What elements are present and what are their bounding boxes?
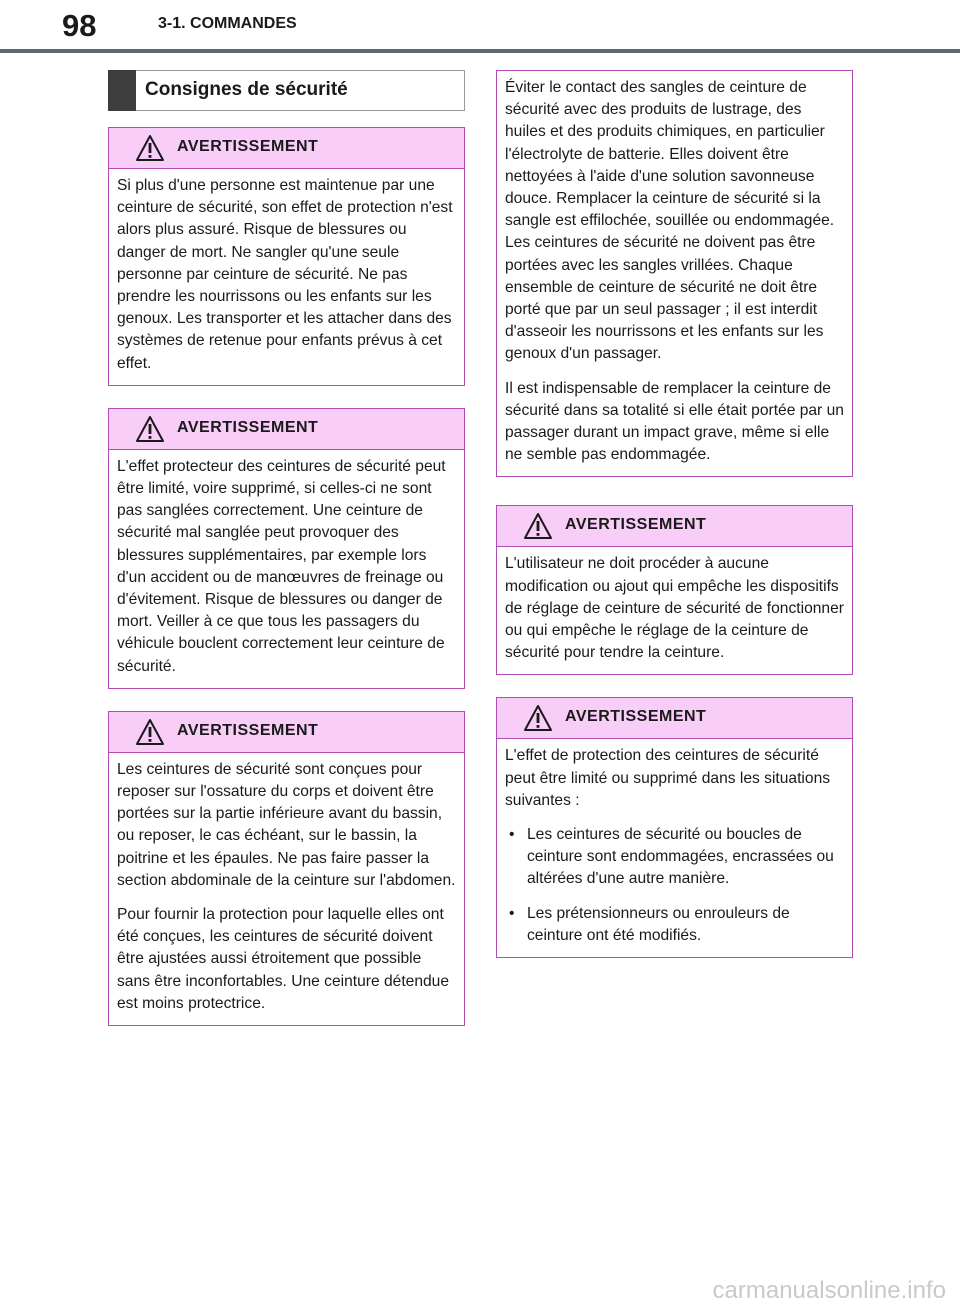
header-rule bbox=[0, 49, 960, 53]
warning-paragraph: Les ceintures de sécurité sont conçues pour reposer sur l'ossature du corps et doivent être portées sur la partie inférieure avant du bassin, ou reposer, le cas échéant, sur le bassin, la poitrine et les épaules. Ne pas faire passer la section abdominale de la ceinture sur l'abdomen. bbox=[117, 760, 456, 889]
warning-triangle-icon bbox=[135, 718, 165, 746]
warning-triangle-icon bbox=[523, 704, 553, 732]
warning-box-5 bbox=[496, 697, 853, 958]
warning-title: AVERTISSEMENT bbox=[177, 138, 319, 155]
warning-paragraph: L'effet protecteur des ceintures de sécurité peut être limité, voire supprimé, si celles-ci ne sont pas sanglées correctement. Une ceinture de sécurité mal sanglée peut provoquer des blessures supplémentaires, par exemple lors d'un accident ou de manœuvres de freinage ou d'évitement. Risque de blessures ou danger de mort. Veiller à ce que tous les passagers du véhicule bouclent correctement leur ceinture de sécurité. bbox=[117, 457, 446, 675]
warning-paragraph: Pour fournir la protection pour laquelle elles ont été conçues, les ceintures de sécurité doivent être ajustées aussi étroitement que possible sans être inconfortables. Une ceinture détendue est moins protectrice. bbox=[117, 906, 450, 1012]
warning-body bbox=[109, 753, 464, 1025]
page-number: 98 bbox=[62, 8, 97, 43]
warning-triangle-icon bbox=[135, 415, 165, 443]
warning-body bbox=[109, 169, 464, 385]
warning-title: AVERTISSEMENT bbox=[565, 516, 707, 534]
warning-triangle-icon bbox=[135, 134, 165, 162]
continued-paragraph: Il est indispensable de remplacer la ceinture de sécurité dans sa totalité si elle était portée par un passager durant un impact grave, même si elle ne semble pas endommagée. bbox=[505, 379, 844, 464]
section-heading bbox=[108, 70, 465, 111]
warning-box-2 bbox=[108, 408, 465, 689]
warning-box-4 bbox=[496, 505, 853, 675]
warning-title: AVERTISSEMENT bbox=[177, 721, 319, 739]
watermark-logo: carmanualsonline.info bbox=[712, 1277, 946, 1304]
warning-title: AVERTISSEMENT bbox=[177, 418, 319, 436]
bullet-list bbox=[505, 824, 844, 947]
warning-title: AVERTISSEMENT bbox=[565, 708, 707, 726]
right-column bbox=[496, 70, 853, 980]
warning-paragraph: Si plus d'une personne est maintenue par une ceinture de sécurité, son effet de protection n'est alors plus assuré. Risque de blessures ou danger de mort. Ne sangler qu'une seule personne par ceinture de sécurité. Ne pas prendre les nourrissons ou les enfants sur les genoux. Les transporter et les attacher dans des systèmes de retenue pour enfants prévus à cet effet. bbox=[117, 177, 453, 372]
warning-triangle-icon bbox=[523, 512, 553, 540]
warning-paragraph: L'effet de protection des ceintures de sécurité peut être limité ou supprimé dans les situations suivantes : bbox=[505, 747, 831, 809]
heading-text: Consignes de sécurité bbox=[145, 79, 348, 100]
heading-bar bbox=[108, 70, 136, 111]
page-header bbox=[0, 0, 960, 56]
bullet-item: • Les prétensionneurs ou enrouleurs de ceinture ont été modifiés. bbox=[505, 903, 844, 947]
warning-header bbox=[497, 506, 852, 547]
bullet-item: • Les ceintures de sécurité ou boucles de ceinture sont endommagées, encrassées ou altérées d'une autre manière. bbox=[505, 824, 844, 891]
warning-box-1 bbox=[108, 127, 465, 386]
warning-body bbox=[497, 739, 852, 957]
warning-body bbox=[109, 450, 464, 688]
warning-box-3 bbox=[108, 711, 465, 1026]
warning-header bbox=[497, 698, 852, 739]
section-title: 3-1. COMMANDES bbox=[158, 15, 297, 32]
warning-header bbox=[109, 128, 464, 169]
warning-paragraph: L'utilisateur ne doit procéder à aucune modification ou ajout qui empêche les dispositifs de réglage de ceinture de sécurité de fonctionner ou qui empêche le réglage de la ceinture de sécurité pour tendre la ceinture. bbox=[505, 555, 844, 662]
continued-paragraph: Éviter le contact des sangles de ceinture de sécurité avec des produits de lustrage, des huiles et des produits chimiques, en particulier l'électrolyte de batterie. Elles doivent être nettoyées à l'aide d'une solution savonneuse douce. Remplacer la ceinture de sécurité si la sangle est effilochée, souillée ou endommagée. Les ceintures de sécurité ne doivent pas être portées avec les sangles vrillées. Chaque ensemble de ceinture de sécurité ne doit être porté que par un seul passager ; il est interdit d'asseoir les nourrissons et les enfants sur les genoux d'un passager. bbox=[505, 79, 835, 363]
warning-body bbox=[497, 547, 852, 674]
warning-header bbox=[109, 712, 464, 753]
continued-text-box bbox=[496, 70, 853, 477]
left-column bbox=[108, 70, 465, 1048]
warning-header bbox=[109, 409, 464, 450]
